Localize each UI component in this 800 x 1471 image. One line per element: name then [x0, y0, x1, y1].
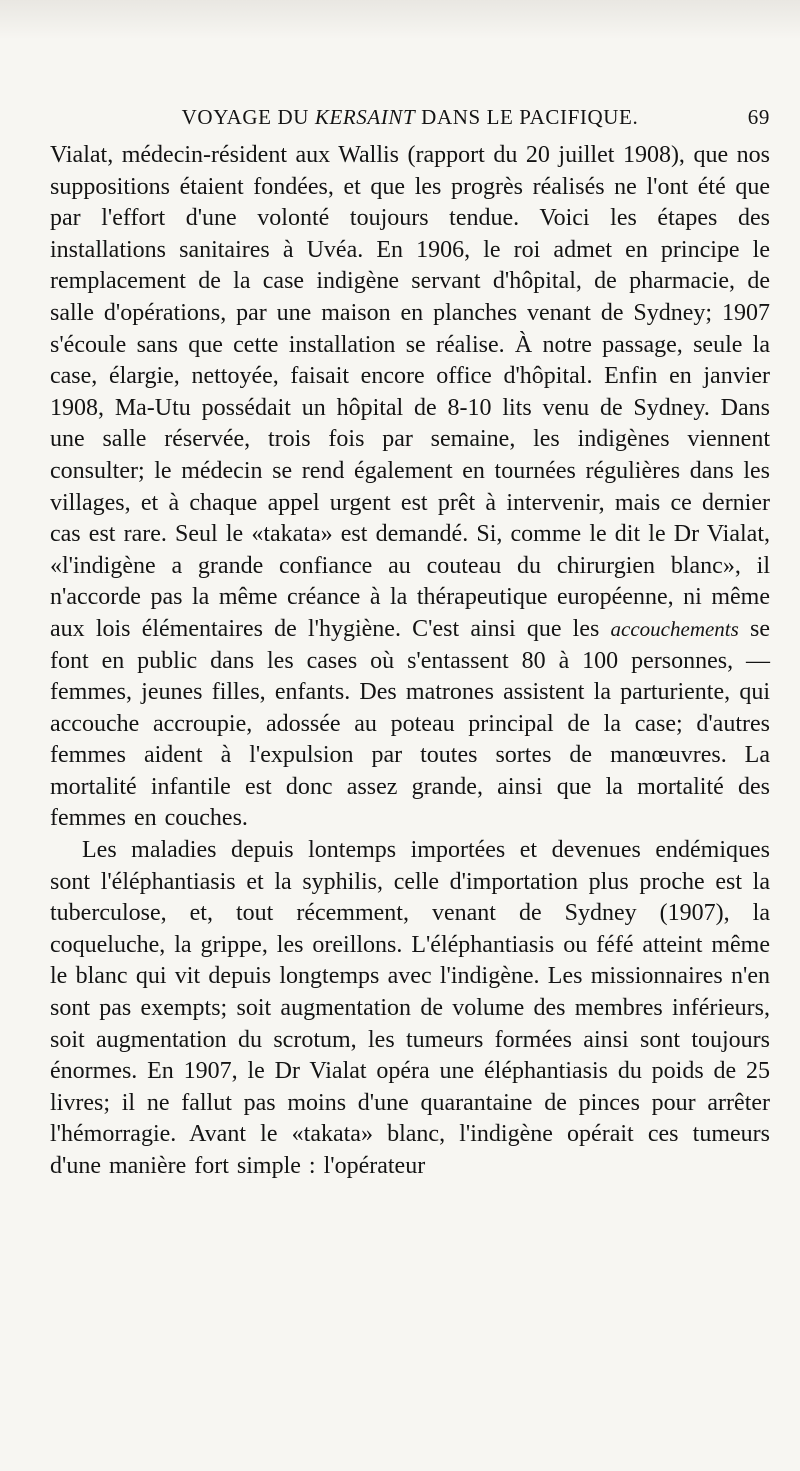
- paragraph-2: Les maladies depuis lontemps importées et devenues endémiques sont l'éléphantiasis et la syphilis, celle d'importation plus proche est la tuberculose, et, tout récemment, venant de Sydney (1907), la coqueluche, la grippe, les oreillons. L'éléphantiasis ou féfé atteint même le blanc qui vit depuis longtemps avec l'indigène. Les missionnaires n'en sont pas exempts; soit augmentation de volume des membres inférieurs, soit augmentation du scrotum, les tumeurs formées ainsi sont toujours énormes. En 1907, le Dr Vialat opéra une éléphantiasis du poids de 25 livres; il ne fallut pas moins d'une quarantaine de pinces pour arrêter l'hémorragie. Avant le «takata» blanc, l'indigène opérait ces tumeurs d'une manière fort simple : l'opérateur: [50, 837, 770, 1179]
- body-text: [50, 140, 770, 1183]
- page-number: 69: [747, 105, 770, 129]
- running-title-part2: DANS LE PACIFIQUE.: [415, 105, 639, 129]
- scan-edge-shadow: [0, 0, 800, 40]
- running-title: [50, 105, 770, 130]
- paragraph-1-italic-term: accouchements: [610, 616, 739, 641]
- paragraph-1-text-a: Vialat, médecin-résident aux Wallis (rapport du 20 juillet 1908), que nos suppositions étaient fondées, et que les progrès réalisés ne l'ont été que par l'effort d'une volonté toujours tendue. Voici les étapes des installations sanitaires à Uvéa. En 1906, le roi admet en principe le remplacement de la case indigène servant d'hôpital, de pharmacie, de salle d'opérations, par une maison en planches venant de Sydney; 1907 s'écoule sans que cette installation se réalise. À notre passage, seule la case, élargie, nettoyée, faisait encore office d'hôpital. Enfin en janvier 1908, Ma-Utu possédait un hôpital de 8-10 lits venu de Sydney. Dans une salle réservée, trois fois par semaine, les indigènes viennent consulter; le médecin se rend également en tournées régulières dans les villages, et à chaque appel urgent est prêt à intervenir, mais ce dernier cas est rare. Seul le «takata» est demandé. Si, comme le dit le Dr Vialat, «l'indigène a grande confiance au couteau du chirurgien blanc», il n'accorde pas la même créance à la thérapeutique européenne, ni même aux lois élémentaires de l'hygiène. C'est ainsi que les: [50, 142, 770, 642]
- running-title-ship-name: KERSAINT: [314, 105, 416, 129]
- paragraph-1-text-b: se font en public dans les cases où s'entassent 80 à 100 personnes, — femmes, jeunes filles, enfants. Des matrones assistent la parturiente, qui accouche accroupie, adossée au poteau principal de la case; d'autres femmes aident à l'expulsion par toutes sortes de manœuvres. La mortalité infantile est donc assez grande, ainsi que la mortalité des femmes en couches.: [50, 615, 770, 832]
- paragraph-1: [50, 140, 770, 835]
- running-title-part1: VOYAGE DU: [181, 105, 315, 129]
- running-header: [50, 105, 770, 141]
